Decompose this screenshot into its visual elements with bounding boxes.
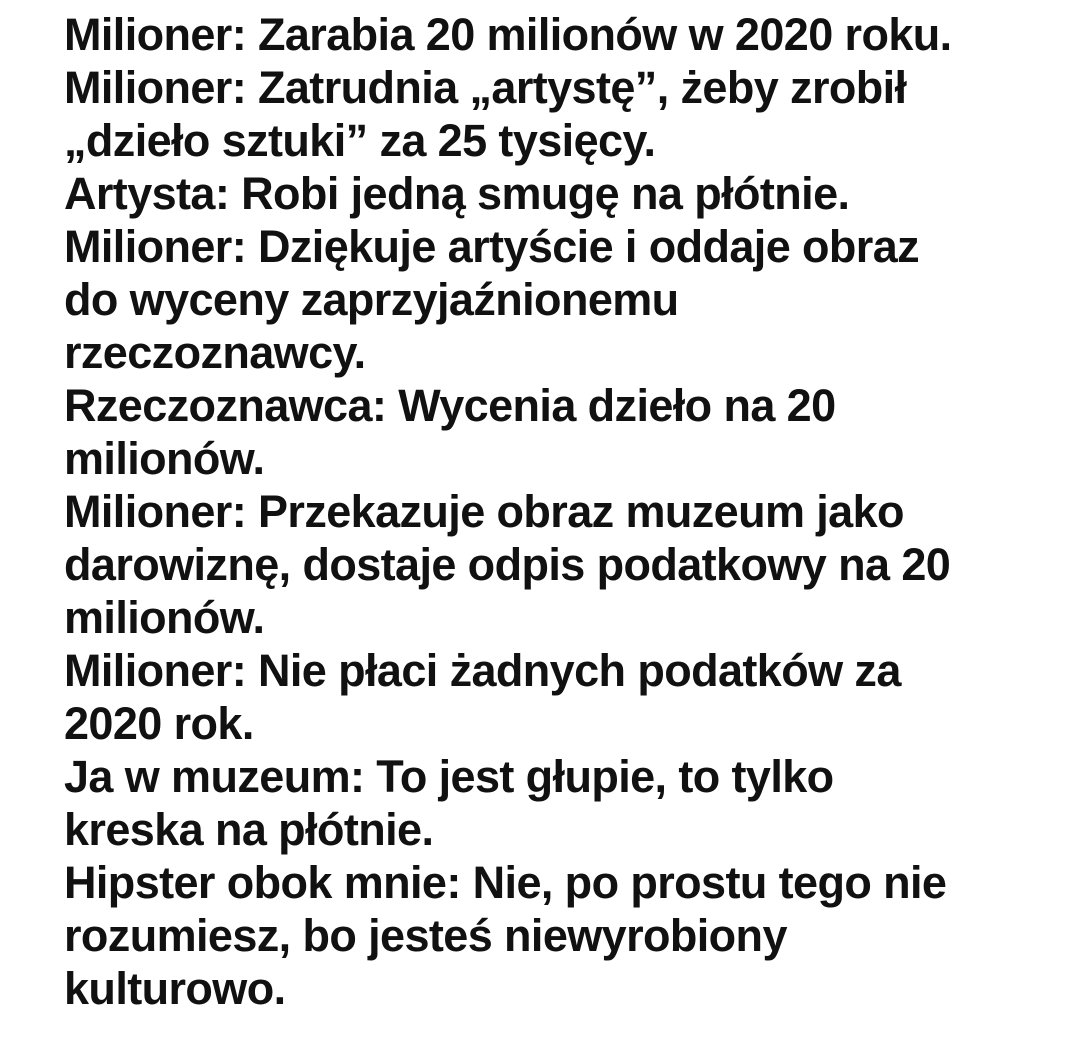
text-line: rzeczoznawcy. [64,327,366,378]
text-line: rozumiesz, bo jesteś niewyrobiony [64,910,787,961]
text-line: 2020 rok. [64,698,254,749]
text-line: kreska na płótnie. [64,804,434,855]
text-line: „dzieło sztuki” za 25 tysięcy. [64,115,656,166]
text-line: kulturowo. [64,963,286,1014]
text-line: Milioner: Zarabia 20 milionów w 2020 roku. [64,9,952,60]
text-line: Ja w muzeum: To jest głupie, to tylko [64,751,834,802]
meme-text-block [64,8,1054,1015]
text-line: milionów. [64,433,265,484]
text-line: Milioner: Zatrudnia „artystę”, żeby zrobił [64,62,907,113]
text-line: Hipster obok mnie: Nie, po prostu tego nie [64,857,947,908]
text-line: Artysta: Robi jedną smugę na płótnie. [64,168,850,219]
text-line: Milioner: Nie płaci żadnych podatków za [64,645,901,696]
text-line: do wyceny zaprzyjaźnionemu [64,274,679,325]
text-line: Milioner: Dziękuje artyście i oddaje obraz [64,221,920,272]
text-line: milionów. [64,592,265,643]
text-line: Milioner: Przekazuje obraz muzeum jako [64,486,904,537]
text-line: Rzeczoznawca: Wycenia dzieło na 20 [64,380,836,431]
text-line: darowiznę, dostaje odpis podatkowy na 20 [64,539,951,590]
